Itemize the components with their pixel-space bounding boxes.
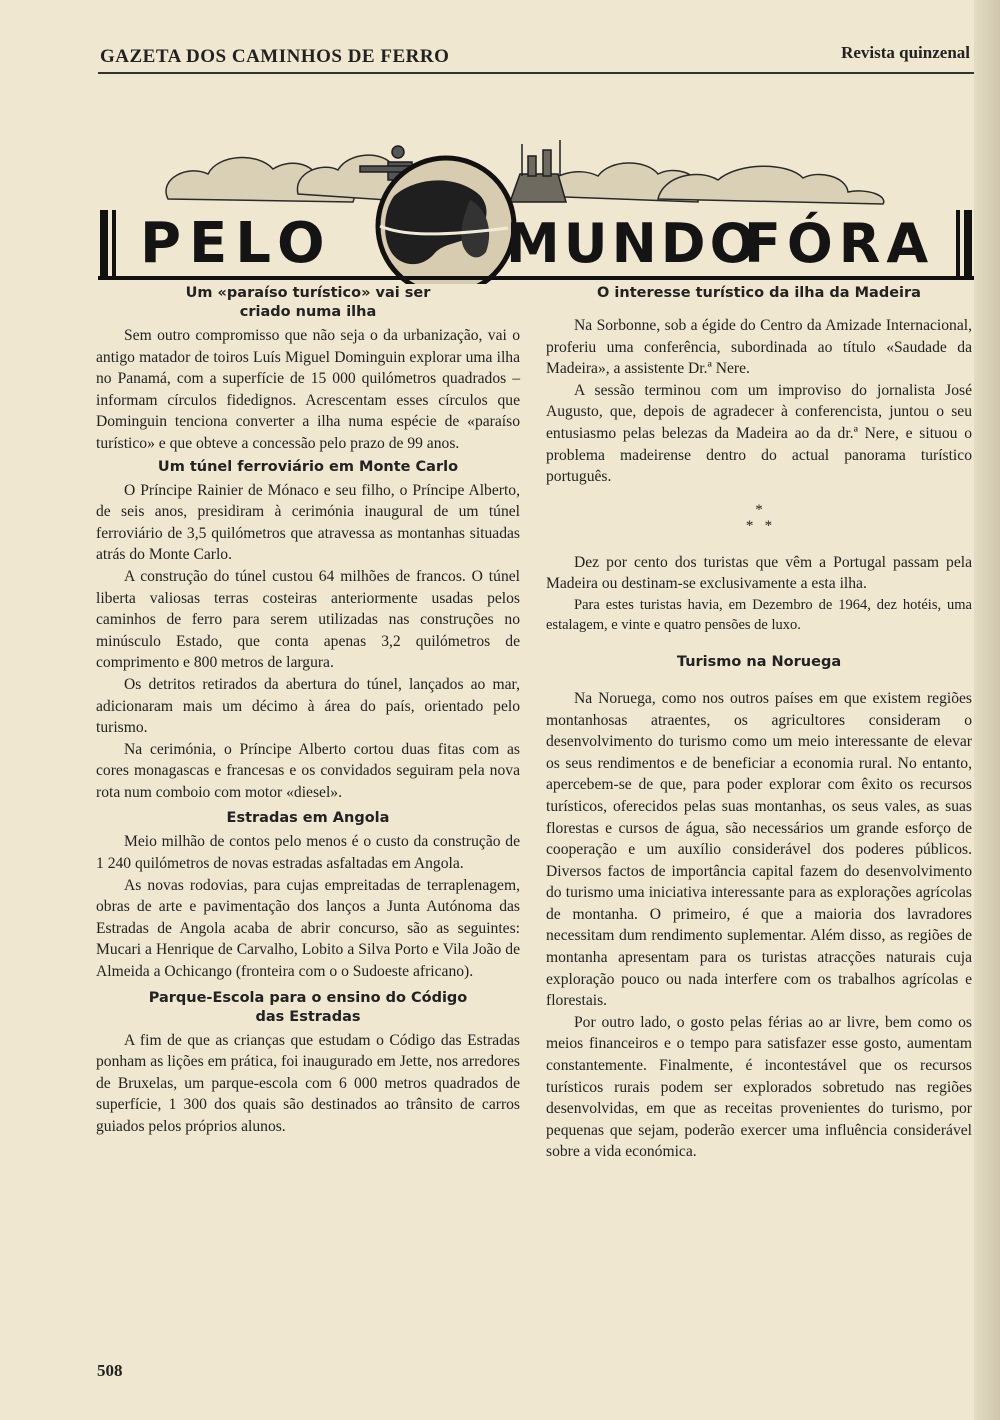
ship-illustration-icon (510, 140, 566, 202)
article-title: O interesse turístico da ilha da Madeira (597, 285, 921, 301)
banner-left-ornament-icon (100, 210, 116, 276)
page-number: 508 (97, 1361, 123, 1380)
publication-title: GAZETA DOS CAMINHOS DE FERRO (100, 46, 450, 67)
page-spine-shadow (974, 0, 1000, 1420)
section-separator (546, 502, 972, 534)
article-title-line: Um «paraíso turístico» vai ser (185, 285, 431, 301)
banner-word-1: PELO (140, 211, 333, 276)
article-title-line: das Estradas (255, 1008, 361, 1025)
article-paragraph: Na Noruega, como nos outros países em que existem regiões montanhosas atraentes, os agricultores consideram o desenvolvimento do turismo como um meio interessante de elevar os seus rendimentos e de beneficiar a economia rural. No entanto, apercebem-se de que, para poder explorar com êxito os recursos turísticos, oferecidos pelas suas montanhas, os seus vales, as suas florestas e cursos de água, são necessários um grande esforço de cooperação e um auxílio considerável dos poderes públicos. Diversos factos de importância capital fazem do desenvolvimento do turismo uma iniciativa interessante para as explorações agrícolas de montanha. O primeiro, é que a maioria dos lavradores necessitam dum rendimento suplementar. Além disso, as regiões de montanha apresentam para os turistas atracções naturais cuja exploração pouco ou nada interfere com os trabalhos agrícolas e florestais. (546, 689, 972, 1010)
article-paragraph: A sessão terminou com um improviso do jornalista José Augusto, que, depois de agradecer à conferencista, juntou o seu entusiasmo pelas belezas da Madeira ao da dr.ª Nere, e situou o problema madeirense dentro do actual panorama turístico português. (546, 381, 972, 486)
article-title (96, 989, 520, 1027)
article-title (96, 284, 520, 322)
article-paragraph: Os detritos retirados da abertura do túnel, lançados ao mar, adicionaram mais um décimo à área do país, orientado pelo turismo. (96, 675, 520, 737)
article-paragraph: Na Sorbonne, sob a égide do Centro da Amizade Internacional, proferiu uma conferência, subordinada ao título «Saudade da Madeira», a assistente Dr.ª Nere. (546, 317, 972, 378)
right-column (546, 284, 972, 1163)
article-paragraph: A construção do túnel custou 64 milhões de francos. O túnel liberta valiosas terras costeiras anteriormente usadas pelos caminhos de ferro para serem utilizadas nas construções no minúsculo Estado, que conta apenas 3,2 quilómetros de comprimento e 800 metros de largura. (96, 567, 520, 672)
separator-star: * (755, 501, 763, 518)
article-paragraph: Na cerimónia, o Príncipe Alberto cortou duas fitas com as cores monagascas e francesas e os convidados seguiram pela nova rota num comboio com motor «diesel». (96, 740, 520, 801)
article-title-line: Parque-Escola para o ensino do Código (148, 989, 468, 1006)
article-paragraph: Meio milhão de contos pelo menos é o custo da construção de 1 240 quilómetros de novas estradas asfaltadas em Angola. (96, 833, 520, 873)
article-paragraph: A fim de que as crianças que estudam o Código das Estradas ponham as lições em prática, foi inaugurado em Jette, nos arredores de Bruxelas, um parque-escola com 6 000 metros quadrados de superfície, 1 300 dos quais são destinados ao trânsito de carros guiados pelos próprios alunos. (96, 1031, 520, 1135)
banner-right-ornament-icon (956, 210, 972, 276)
banner-word-2: MUNDO (506, 212, 760, 275)
article-paragraph: As novas rodovias, para cujas empreitadas de terraplenagem, obras de arte e pavimentação dos lanços a Junta Autónoma das Estradas de Angola acaba de abrir concurso, são as seguintes: Mucari a Henrique de Carvalho, Lobito a Silva Porto e Vila João de Almeida a Ochicango (fronteira com o o Sudoeste africano). (96, 876, 520, 981)
article-title: Estradas em Angola (226, 810, 390, 827)
separator-stars: * * (745, 517, 773, 534)
banner-word-3: FÓRA (744, 212, 935, 275)
article-paragraph: Dez por cento dos turistas que vêm a Portugal passam pela Madeira ou destinam-se exclusivamente a esta ilha. (546, 553, 972, 593)
section-banner (98, 104, 974, 284)
article-title-line: criado numa ilha (239, 304, 377, 320)
header-rule (98, 72, 974, 74)
publication-frequency: Revista quinzenal (841, 43, 970, 62)
article-paragraph: Para estes turistas havia, em Dezembro de 1964, dez hotéis, uma estalagem, e vinte e quatro pensões de luxo. (546, 596, 972, 633)
article-paragraph: Sem outro compromisso que não seja o da urbanização, vai o antigo matador de toiros Luís Miguel Dominguin explorar uma ilha no Panamá, com a superfície de 15 000 quilómetros quadrados – informam círculos fidedignos. Acrescentam esses círculos que Dominguin tenciona converter a ilha numa espécie de «paraíso turístico» e que obteve a concessão pelo prazo de 99 anos. (96, 327, 520, 452)
article-title: Um túnel ferroviário em Monte Carlo (157, 458, 459, 475)
left-column (96, 284, 520, 1138)
globe-illustration-icon (378, 158, 514, 284)
article-paragraph: Por outro lado, o gosto pelas férias ao ar livre, bem como os meios financeiros e o tempo para satisfazer esse gosto, aumentam constantemente. Finalmente, é incontestável que os recursos turísticos rurais podem ser explorados sobretudo nas regiões desenvolvidas, em que as receitas provenientes do turismo, por pequenas que sejam, poderão exercer uma influência considerável sobre a vida económica. (546, 1013, 972, 1161)
article-title: Turismo na Noruega (676, 653, 842, 670)
article-paragraph: O Príncipe Rainier de Mónaco e seu filho, o Príncipe Alberto, de seis anos, presidiram à cerimónia inaugural de um túnel ferroviário de 3,5 quilómetros que atravessa as montanhas situadas atrás do Monte Carlo. (96, 481, 520, 564)
